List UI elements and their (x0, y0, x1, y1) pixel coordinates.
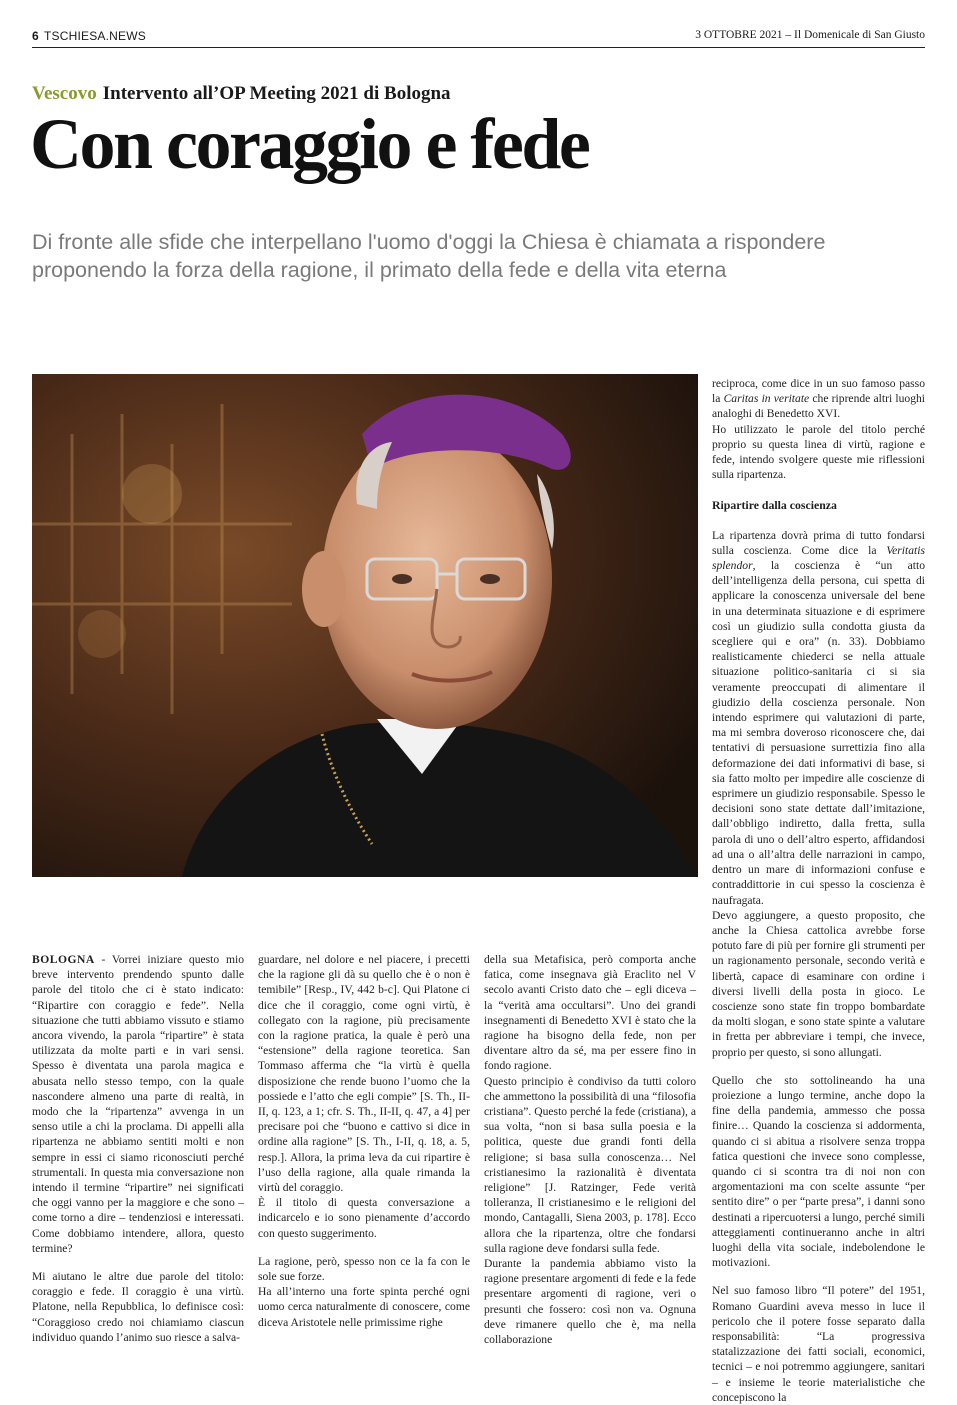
work-title: Veritatis splendor (712, 543, 925, 573)
paragraph: È il titolo di questa conversazione a indicarcelo e io sono pienamente d’accordo con questo suggerimento. (258, 1196, 470, 1240)
page-header (32, 27, 925, 48)
article-column-1 (32, 952, 244, 1345)
paragraph-text: reciproca, come dice in un suo famoso passo la (712, 377, 925, 406)
kicker-text: Intervento all’OP Meeting 2021 di Bologna (102, 83, 451, 104)
paragraph-text: che riprende altri luoghi analoghi di Benedetto XVI. (712, 392, 926, 421)
bishop-portrait-photo (32, 374, 698, 877)
article-subhead: Di fronte alle sfide che interpellano l'uomo d'oggi la Chiesa è chiamata a rispondere proponendo la forza della ragione, il primato della fede e della vita eterna (32, 230, 826, 282)
article-column-4 (712, 376, 925, 1405)
page-number: 6 (32, 29, 39, 43)
paragraph: Ha all’interno una forte spinta perché ogni uomo cerca naturalmente di conoscere, come diceva Aristotele nelle primissime righe (258, 1285, 470, 1329)
paragraph (32, 952, 244, 1256)
paragraph-text: La ripartenza dovrà prima di tutto fondarsi sulla coscienza. Come dice la (712, 528, 925, 557)
dateline: BOLOGNA (32, 953, 95, 966)
kicker-category: Vescovo (32, 83, 97, 104)
paragraph: Questo principio è condiviso da tutti coloro che ammettono la possibilità di una “filosofia cristiana”. Questo perché la fede (cristiana), a sua volta, “non si basa sulla poesia e la politica, queste due grandi fonti della religione; si basa sulla conoscenza… Nel cristianesimo la razionalità è diventata religione” [J. Ratzinger, Fede verità tolleranza, Il cristianesimo e le religioni del mondo, Cantagalli, Siena 2003, p. 178]. Ecco allora che la ripartenza, oltre che fondarsi sulla ragione deve fondarsi sulla fede. (484, 1074, 696, 1255)
paragraph (712, 376, 925, 422)
publication-name: TSCHIESA.NEWS (44, 29, 146, 43)
paragraph: La ragione, però, spesso non ce la fa con le sole sue forze. (258, 1254, 470, 1284)
article-column-3 (484, 952, 696, 1347)
section-subheading: Ripartire dalla coscienza (712, 498, 837, 513)
paragraph: Durante la pandemia abbiamo visto la ragione presentare argomenti di fede e la fede presentare argomenti di ragione, veri o presunti che fossero: così non va. Ognuna deve rimanere quello che è, ma nella collaborazione (484, 1257, 696, 1347)
paragraph (712, 528, 925, 908)
paragraph-text: - Vorrei iniziare questo mio breve intervento prendendo spunto dalle parole del titolo che ci è stato indicato: “Ripartire con coraggio e fede”. Nella situazione che tutti abbiamo vissuto e stiamo ancora vivendo, la parola “ripartire” è stata utilizzata da molte parti e in vari sensi. Spesso è diventata una parola magica e abusata nello stesso tempo, con la quale nascondere almeno una parte di realtà, in modo che la “ripartenza” avvenga in un senso utile a chi la proclama. Di appelli alla ripartenza ne abbiamo sentiti molti e non sempre in essi ci siamo riconosciuti perché strumentali. In questa mia conversazione non intendo il termine “ripartire” nei significati che oggi vanno per la maggiore e che sono – come torno a dire – tendenziosi e interessati. Come dobbiamo intendere, allora, questo termine? (32, 953, 244, 1255)
paragraph: Mi aiutano le altre due parole del titolo: coraggio e fede. Il coraggio è una virtù. Platone, nella Repubblica, lo definisce così: “Coraggioso credo noi chiamiamo ciascun individuo quando l’animo suo riesce a salva- (32, 1270, 244, 1344)
work-title: Caritas in veritate (723, 392, 810, 406)
paragraph: Nel suo famoso libro “Il potere” del 1951, Romano Guardini aveva messo in luce il pericolo che il potere fosse separato dalla responsabilità: “La progressiva statalizzazione dei fatti sociali, economici, tecnici – e noi potremmo aggiungere, sanitari – e insieme le teorie materialistiche che concepiscono la (712, 1284, 925, 1404)
issue-date-line: 3 OTTOBRE 2021 – Il Domenicale di San Giusto (695, 29, 925, 41)
paragraph: Quello che sto sottolineando ha una proiezione a lungo termine, anche dopo la fine della pandemia, ammesso che possa finire… Quando la coscienza si addormenta, quando ci si abitua a risolvere senza troppa fatica questioni che invece sono complesse, quando ci si scontra tra di noi non con argomentazioni ma con scelte assunte “per sentito dire” o per “parte presa”, i danni sono destinati a ripercuotersi a lungo, perché simili atteggiamenti continueranno anche in altri luoghi della vita sociale, indebolendone le motivazioni. (712, 1073, 925, 1270)
paragraph: della sua Metafisica, però comporta anche fatica, come insegnava già Eraclito nel V secolo avanti Cristo dato che – egli diceva – la “verità ama occultarsi”. Uno dei grandi insegnamenti di Benedetto XVI è stato che la ragione ha bisogno della fede, non per diventare altro da sé, ma per essere fino in fondo ragione. (484, 953, 696, 1073)
paragraph: Ho utilizzato le parole del titolo perché proprio su questa linea di virtù, ragione e fede, intendo svolgere queste mie riflessioni sulla ripartenza. (712, 422, 925, 482)
paragraph: guardare, nel dolore e nel piacere, i precetti che la ragione gli dà su quello che è o non è temibile” [Resp., IV, 442 b-c]. Qui Platone ci dice che il coraggio, come ogni virtù, è collegato con la ragione, più precisamente con la ragione pratica, la quale è però una “estensione” della ragione teoretica. San Tommaso afferma che “la virtù è quella disposizione che rende buono l’uomo che la possiede e l’atto che egli compie” [S. Th., II-II, q. 123, a 1; cfr. S. Th., II-II, q. 47, a 4] per precisare poi che “buono e cattivo si dice in ordine alla ragione” [S. Th., I-II, q. 18, a. 5, resp.]. Allora, la prima leva da cui ripartire è l’uso della ragione, alla quale rimanda la virtù del coraggio. (258, 953, 470, 1195)
paragraph: Devo aggiungere, a questo proposito, che anche la Chiesa cattolica avrebbe forse potuto fare di più per fornire gli strumenti per un ragionamento personale, secondo verità e libertà, capace di esaminare con ordine i diversi livelli della posta in gioco. Le coscienze sono state fin troppo bombardate da molti slogan, e sono state spinte a valutare in fretta per abbreviare i tempi, che invece, proprio per questo, si sono allungati. (712, 908, 925, 1059)
paragraph-text: , la coscienza è “un atto dell’intelligenza della persona, cui spetta di applicare la conoscenza universale del bene in una determinata situazione e di esprimere così un giudizio sulla condotta giusta da scegliere qui e ora” (n. 33). Dobbiamo realisticamente chiederci se nella attuale situazione politico-sanitaria ci si sia veramente preoccupati di alimentare il giudizio della coscienza personale. Non intendo esprimere qui valutazioni di parte, ma mi sembra doveroso riconoscere che, dai tentativi di persuasione surrettizia fino alla deformazione dei dati informativi di base, si sia fatto molto per impedire alle coscienze di esprimere un giudizio responsabile. Spesso le decisioni sono state dettate dall’imitazione, dall’obbligo indiretto, dalla fretta, sulla parola di uno o dell’altro esperto, affidandosi ad una o all’altra delle narrazioni in campo, dentro un mare di informazioni confuse e contraddittorie in cui spesso la coscienza è naufragata. (712, 559, 925, 907)
article-headline: Con coraggio e fede (30, 104, 589, 184)
article-column-2 (258, 952, 470, 1330)
article-kicker (32, 83, 451, 105)
